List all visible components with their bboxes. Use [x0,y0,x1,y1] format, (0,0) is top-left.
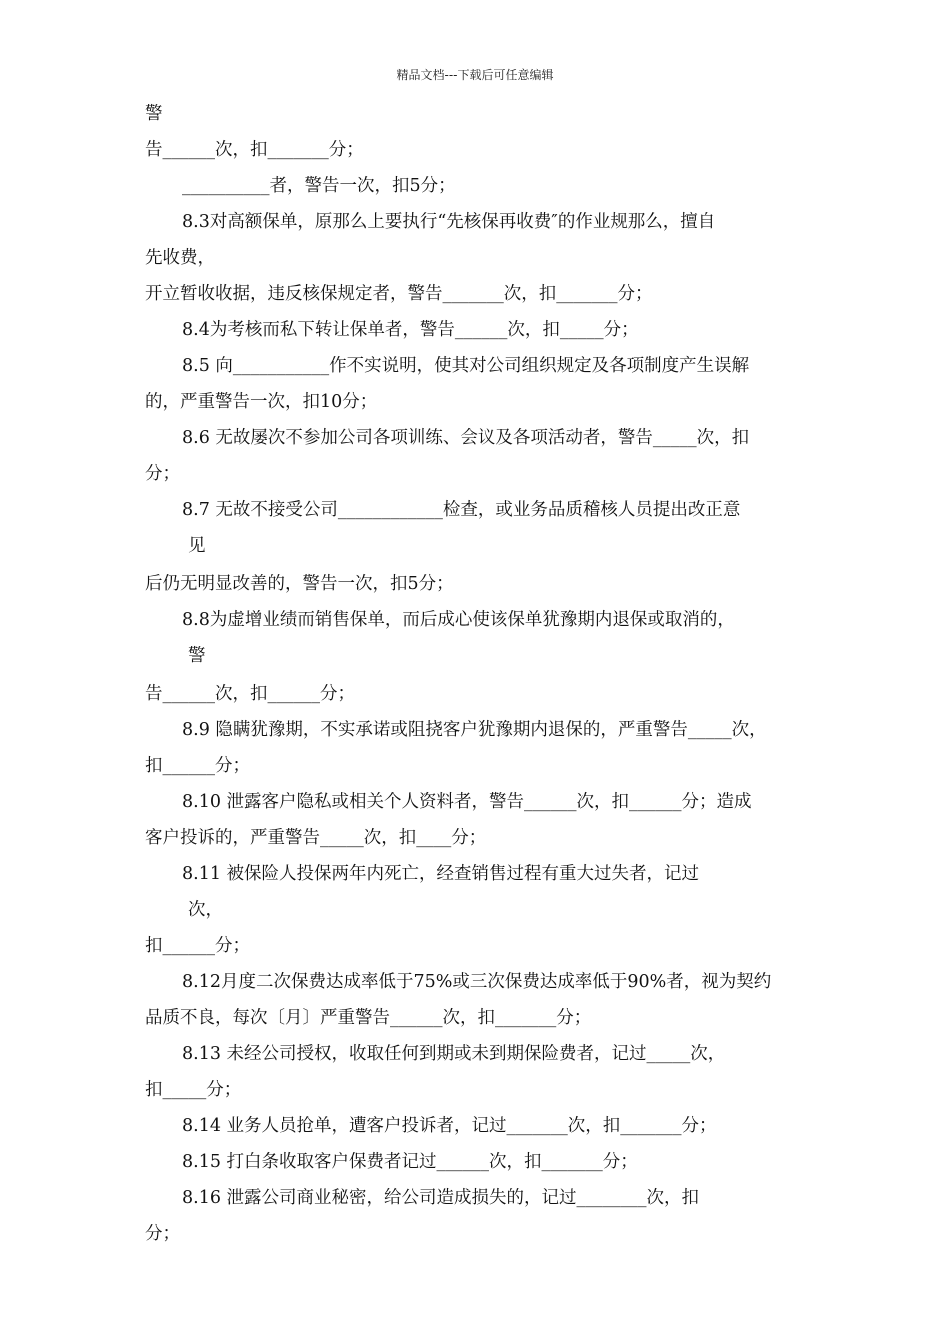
text-line: 8.7 无故不接受公司____________检查，或业务品质稽核人员提出改正意 [182,500,741,520]
text-line: 8.12月度二次保费达成率低于75%或三次保费达成率低于90%者，视为契约 [182,972,772,992]
text-line: 扣_____分； [145,1080,242,1100]
text-line: 分； [145,464,180,484]
page-header: 精品文档---下载后可任意编辑 [396,68,554,82]
text-line: 先收费， [145,248,215,268]
text-line: 8.3对高额保单，原那么上要执行“先核保再收费″的作业规那么，擅自 [182,212,716,232]
text-line: 8.14 业务人员抢单，遭客户投诉者，记过_______次，扣_______分； [182,1116,717,1136]
text-line: 8.10 泄露客户隐私或相关个人资料者，警告______次，扣______分；造成 [182,792,752,812]
text-line: 告______次，扣______分； [145,684,355,704]
text-line: 8.15 打白条收取客户保费者记过______次，扣_______分； [182,1152,638,1172]
text-line: 开立暂收收据，违反核保规定者，警告_______次，扣_______分； [145,284,653,304]
text-line: 告______次，扣_______分； [145,140,364,160]
text-line: 的，严重警告一次，扣10分； [145,392,378,412]
text-line: 客户投诉的，严重警告_____次，扣____分； [145,828,487,848]
text-line: 8.4为考核而私下转让保单者，警告______次，扣_____分； [182,320,639,340]
text-line: 8.5 向___________作不实说明，使其对公司组织规定及各项制度产生误解 [182,356,750,376]
text-line: 8.8为虚增业绩而销售保单，而后成心使该保单犹豫期内退保或取消的， [182,610,735,630]
text-line: 8.13 未经公司授权，收取任何到期或未到期保险费者，记过_____次， [182,1044,726,1064]
text-line: 次， [188,900,223,920]
text-line: __________者，警告一次，扣5分； [182,176,456,196]
text-line: 扣______分； [145,936,250,956]
text-line: 后仍无明显改善的，警告一次，扣5分； [145,574,454,594]
text-line: 8.9 隐瞒犹豫期，不实承诺或阻挠客户犹豫期内退保的，严重警告_____次， [182,720,767,740]
text-line: 警 [188,646,206,666]
text-line: 8.11 被保险人投保两年内死亡，经查销售过程有重大过失者，记过 [182,864,700,884]
text-line: 8.16 泄露公司商业秘密，给公司造成损失的，记过________次，扣 [182,1188,700,1208]
text-line: 品质不良，每次〔月〕严重警告______次，扣_______分； [145,1008,592,1028]
text-line: 8.6 无故屡次不参加公司各项训练、会议及各项活动者，警告_____次，扣 [182,428,750,448]
text-line: 见 [188,536,206,556]
text-line: 分； [145,1224,180,1244]
text-line: 扣______分； [145,756,250,776]
text-line: 警 [145,104,163,124]
